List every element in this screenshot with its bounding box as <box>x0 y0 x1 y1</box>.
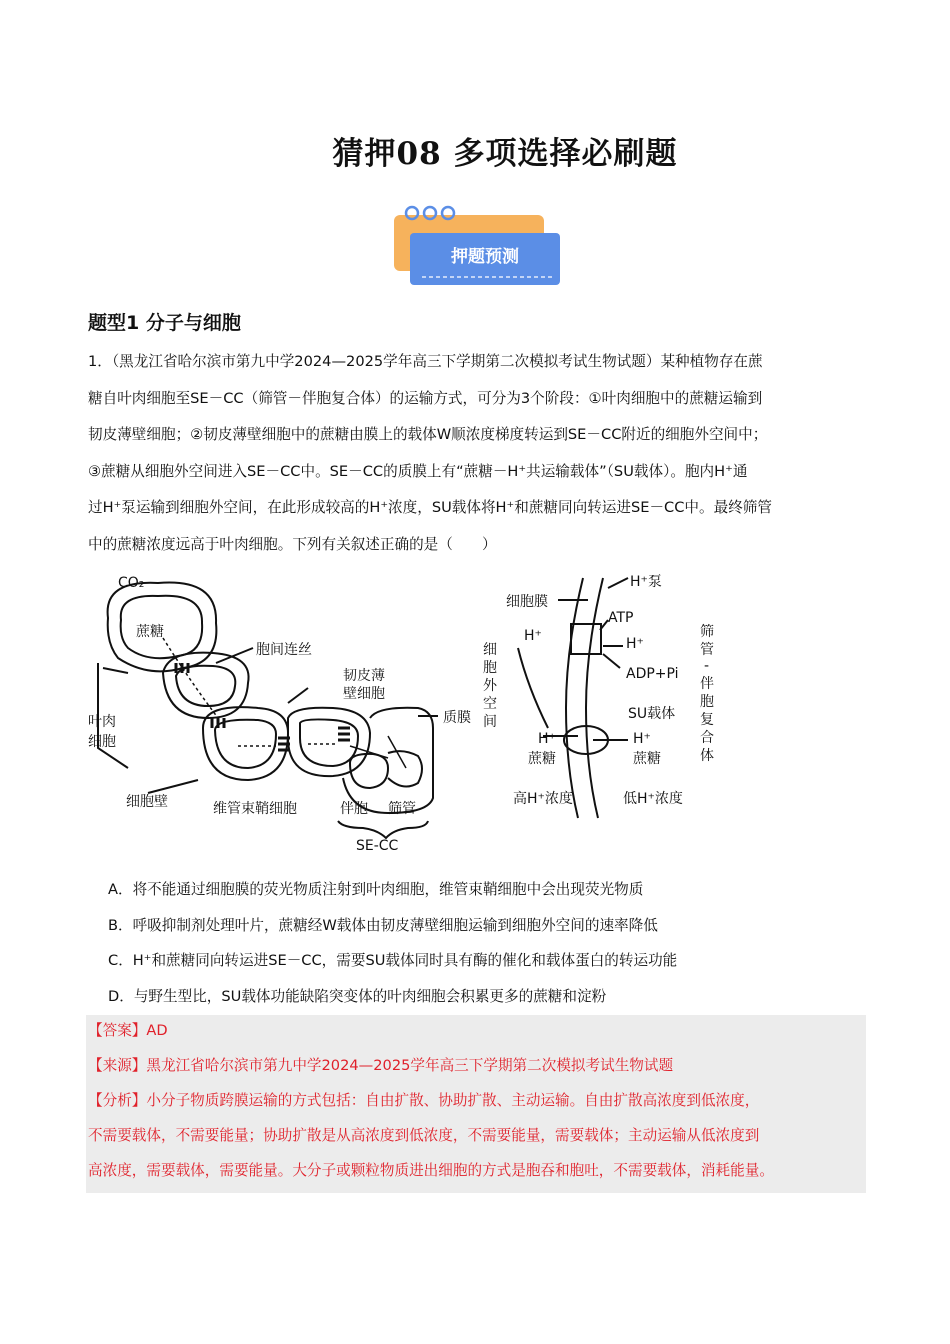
analysis-text: 小分子物质跨膜运输的方式包括：自由扩散、协助扩散、主动运输。自由扩散高浓度到低浓度， <box>146 1092 760 1109</box>
analysis-line: 不需要载体，不需要能量；协助扩散是从高浓度到低浓度，不需要能量，需要载体；主动运输从低浓度到 <box>88 1127 760 1144</box>
source-line <box>88 1048 866 1083</box>
question-line: 过H⁺泵运输到细胞外空间，在此形成较高的H⁺浓度，SU载体将H⁺和蔗糖同向转运进SE－CC中。最终筛管 <box>88 499 773 516</box>
section-heading: 题型1 分子与细胞 <box>88 312 241 334</box>
sece-vertical-char: 体 <box>700 748 714 764</box>
question-line: 韧皮薄壁细胞；②韧皮薄壁细胞中的蔗糖由膜上的载体W顺浓度梯度转运到SE－CC附近的细胞外空间中； <box>88 426 768 443</box>
h-su-right-label: H⁺ <box>633 731 651 747</box>
extracellular-char: 胞 <box>483 660 497 676</box>
atp-label: ATP <box>608 610 634 626</box>
sece-vertical-char: 复 <box>700 712 714 728</box>
su-label: SU载体 <box>628 706 676 722</box>
h-right-label: H⁺ <box>626 636 644 652</box>
mesophyll-label-1: 叶肉 <box>88 714 116 730</box>
h-left-label: H⁺ <box>524 628 542 644</box>
analysis-line <box>88 1083 866 1118</box>
question-stem <box>88 344 866 563</box>
extracellular-char: 细 <box>483 642 497 658</box>
question-line: 1．（黑龙江省哈尔滨市第九中学2024—2025学年高三下学期第二次模拟考试生物试题）某种植物存在蔗 <box>88 353 763 370</box>
co2-label: CO₂ <box>118 575 145 591</box>
adp-label: ADP+Pi <box>626 666 679 682</box>
sucrose-left-label: 蔗糖 <box>528 751 556 767</box>
companion-label: 伴胞 <box>340 801 368 817</box>
option-a: A．将不能通过细胞膜的荧光物质注射到叶肉细胞，维管束鞘细胞中会出现荧光物质 <box>108 881 644 898</box>
option-d: D．与野生型比，SU载体功能缺陷突变体的叶肉细胞会积累更多的蔗糖和淀粉 <box>108 987 607 1005</box>
mesophyll-label-2: 细胞 <box>88 734 116 750</box>
question-line: 糖自叶肉细胞至SE－CC（筛管－伴胞复合体）的运输方式，可分为3个阶段：①叶肉细胞中的蔗糖运输到 <box>88 389 763 407</box>
sece-vertical-char: 伴 <box>700 676 714 692</box>
phloem-parenchyma-label-2: 壁细胞 <box>343 686 385 702</box>
sece-vertical-char: 合 <box>700 730 714 746</box>
membrane-label: 质膜 <box>443 710 471 726</box>
answer-line <box>88 1013 866 1048</box>
source-label: 【来源】 <box>88 1057 147 1074</box>
source-value: 黑龙江省哈尔滨市第九中学2024—2025学年高三下学期第二次模拟考试生物试题 <box>146 1057 674 1074</box>
option-c: C．H⁺和蔗糖同向转运进SE－CC，需要SU载体同时具有酶的催化和载体蛋白的转运功能 <box>108 952 678 969</box>
sieve-label: 筛管 <box>388 801 416 817</box>
sece-vertical-char: 管 <box>700 642 714 658</box>
h-pump-label: H⁺泵 <box>630 574 662 590</box>
option-b: B．呼吸抑制剂处理叶片，蔗糖经W载体由韧皮薄壁细胞运输到细胞外空间的速率降低 <box>108 916 658 934</box>
extracellular-char: 空 <box>483 696 497 712</box>
sece-label: SE-CC <box>356 838 399 854</box>
question-line: ③蔗糖从细胞外空间进入SE－CC中。SE－CC的质膜上有“蔗糖－H⁺共运输载体”（SU载体）。胞内H⁺通 <box>88 462 748 480</box>
answer-value: AD <box>146 1022 168 1039</box>
low-h-label: 低H⁺浓度 <box>623 791 683 807</box>
badge-label: 押题预测 <box>451 247 519 267</box>
options-list <box>108 872 868 1014</box>
sucrose-right-label: 蔗糖 <box>633 751 661 767</box>
answer-label: 【答案】 <box>88 1022 147 1039</box>
diagram-figure <box>88 568 788 858</box>
sece-vertical-char: 胞 <box>700 694 714 710</box>
analysis-label: 【分析】 <box>88 1092 147 1109</box>
h-su-left-label: H⁺ <box>538 731 556 747</box>
extracellular-char: 外 <box>483 678 497 694</box>
cell-membrane-label: 细胞膜 <box>506 594 548 610</box>
analysis-line: 高浓度，需要载体，需要能量。大分子或颗粒物质进出细胞的方式是胞吞和胞吐，不需要载体，消耗能量。 <box>88 1162 774 1179</box>
sece-vertical-char: 筛 <box>700 624 714 640</box>
sucrose-label: 蔗糖 <box>136 624 164 640</box>
sece-vertical-char: - <box>704 658 710 674</box>
phloem-parenchyma-label-1: 韧皮薄 <box>343 668 385 684</box>
bundle-sheath-label: 维管束鞘细胞 <box>213 801 297 817</box>
page-title: 猜押08 多项选择必刷题 <box>332 136 678 172</box>
extracellular-char: 间 <box>483 714 497 730</box>
question-line: 中的蔗糖浓度远高于叶肉细胞。下列有关叙述正确的是（ ） <box>88 535 497 553</box>
cell-wall-label: 细胞壁 <box>126 794 168 810</box>
plasmodesmata-label: 胞间连丝 <box>256 642 312 658</box>
high-h-label: 高H⁺浓度 <box>513 791 573 807</box>
